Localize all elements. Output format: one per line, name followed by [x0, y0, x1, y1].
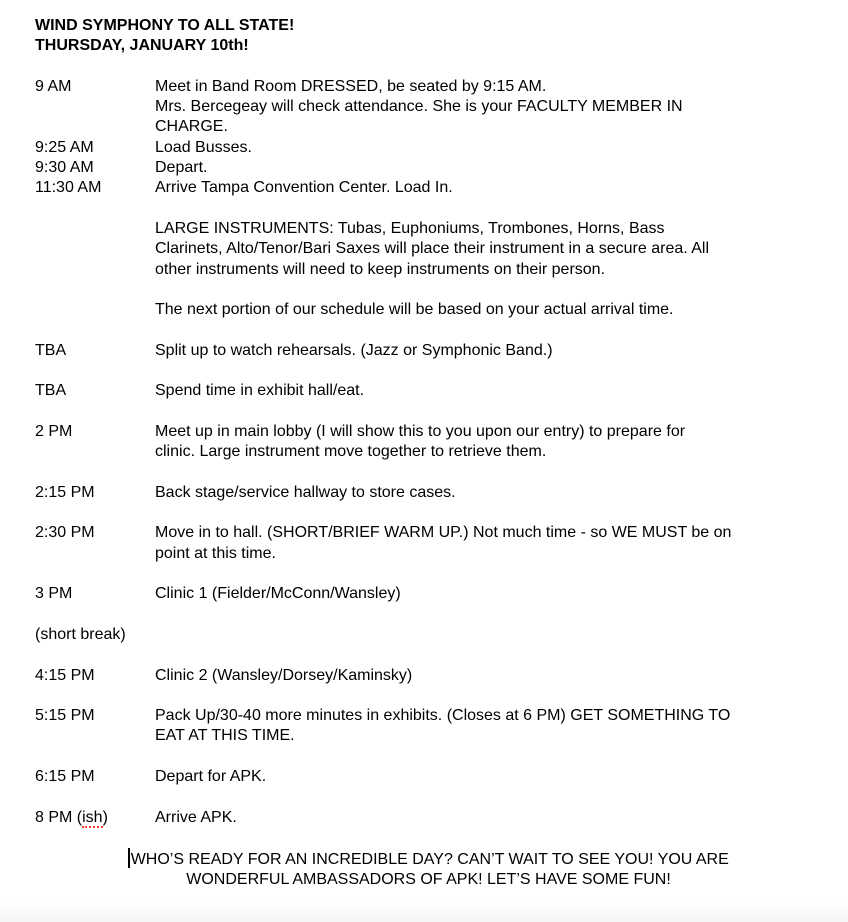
document-title-line-1: WIND SYMPHONY TO ALL STATE! [35, 17, 295, 34]
schedule-time: 9:30 AM [35, 159, 94, 177]
schedule-row [35, 523, 822, 564]
text-line: other instruments will need to keep instruments on their person. [155, 260, 606, 278]
text-line: Split up to watch rehearsals. (Jazz or Symphonic Band.) [155, 341, 553, 359]
schedule-description [155, 584, 822, 604]
text-line: Clarinets, Alto/Tenor/Bari Saxes will place their instrument in a secure area. All [155, 240, 710, 258]
schedule-time: 3 PM [35, 585, 73, 603]
text-line: LARGE INSTRUMENTS: Tubas, Euphoniums, Trombones, Horns, Bass [155, 219, 665, 237]
schedule-row [35, 666, 822, 686]
schedule-description [155, 767, 822, 787]
schedule-list [35, 77, 822, 828]
text-cursor-caret [128, 848, 130, 868]
schedule-time: 4:15 PM [35, 666, 95, 684]
text-line: EAT AT THIS TIME. [155, 727, 295, 745]
schedule-row [35, 178, 822, 198]
text-line: Mrs. Bercegeay will check attendance. She is your FACULTY MEMBER IN [155, 98, 683, 116]
schedule-row [35, 483, 822, 503]
schedule-description [155, 706, 822, 747]
text-line: Move in to hall. (SHORT/BRIEF WARM UP.) Not much time - so WE MUST be on [155, 524, 732, 542]
schedule-description [155, 808, 822, 828]
schedule-time: 6:15 PM [35, 767, 95, 785]
text-line: The next portion of our schedule will be based on your actual arrival time. [155, 301, 674, 319]
schedule-row [35, 422, 822, 463]
schedule-row [35, 341, 822, 361]
text-line: Meet up in main lobby (I will show this to you upon our entry) to prepare for [155, 422, 686, 440]
schedule-time: 5:15 PM [35, 707, 95, 725]
schedule-row [35, 381, 822, 401]
closing-line: WHO’S READY FOR AN INCREDIBLE DAY? CAN’T WAIT TO SEE YOU! YOU ARE [35, 848, 822, 870]
closing-line: WONDERFUL AMBASSADORS OF APK! LET’S HAVE SOME FUN! [186, 871, 671, 889]
text-line: Clinic 2 (Wansley/Dorsey/Kaminsky) [155, 666, 413, 684]
schedule-row [35, 219, 822, 280]
schedule-row [35, 138, 822, 158]
schedule-description [155, 300, 822, 320]
schedule-row [35, 584, 822, 604]
schedule-description [155, 77, 822, 138]
schedule-description [155, 523, 822, 564]
schedule-time: 11:30 AM [35, 179, 102, 197]
misspelled-word: ish [82, 808, 103, 826]
schedule-row [35, 77, 822, 138]
text-line: Clinic 1 (Fielder/McConn/Wansley) [155, 585, 401, 603]
schedule-time: 2:15 PM [35, 483, 95, 501]
text-line: Arrive APK. [155, 808, 237, 826]
text-line: clinic. Large instrument move together to retrieve them. [155, 443, 547, 461]
text-line: point at this time. [155, 544, 276, 562]
schedule-time: 2 PM [35, 422, 73, 440]
schedule-row [35, 158, 822, 178]
schedule-time: 9:25 AM [35, 138, 94, 156]
schedule-time: 9 AM [35, 77, 72, 95]
schedule-description [155, 422, 822, 463]
schedule-row [35, 767, 822, 787]
document-title-line-2: THURSDAY, JANUARY 10th! [35, 37, 249, 55]
schedule-row [35, 300, 822, 320]
text-line: Load Busses. [155, 138, 252, 156]
text-line: Meet in Band Room DRESSED, be seated by 9:15 AM. [155, 77, 547, 95]
closing-message [35, 848, 822, 891]
schedule-row [35, 706, 822, 747]
schedule-time: TBA [35, 382, 67, 400]
schedule-time: 2:30 PM [35, 524, 95, 542]
text-line: Pack Up/30-40 more minutes in exhibits. (Closes at 6 PM) GET SOMETHING TO [155, 707, 731, 725]
schedule-description [155, 158, 822, 178]
text-line: Arrive Tampa Convention Center. Load In. [155, 179, 453, 197]
schedule-time: TBA [35, 341, 67, 359]
schedule-description [155, 341, 822, 361]
text-line: Spend time in exhibit hall/eat. [155, 382, 365, 400]
schedule-time: 8 PM (ish) [35, 808, 108, 826]
schedule-description [155, 666, 822, 686]
text-line: Depart. [155, 159, 208, 177]
text-line: Back stage/service hallway to store cases. [155, 483, 456, 501]
text-line: Depart for APK. [155, 767, 267, 785]
schedule-description [155, 483, 822, 503]
schedule-row [35, 625, 822, 645]
schedule-description [155, 219, 822, 280]
schedule-row [35, 808, 822, 828]
schedule-time: (short break) [35, 625, 126, 643]
schedule-description [155, 138, 822, 158]
schedule-description [155, 178, 822, 198]
schedule-description [155, 381, 822, 401]
text-line: CHARGE. [155, 118, 228, 136]
